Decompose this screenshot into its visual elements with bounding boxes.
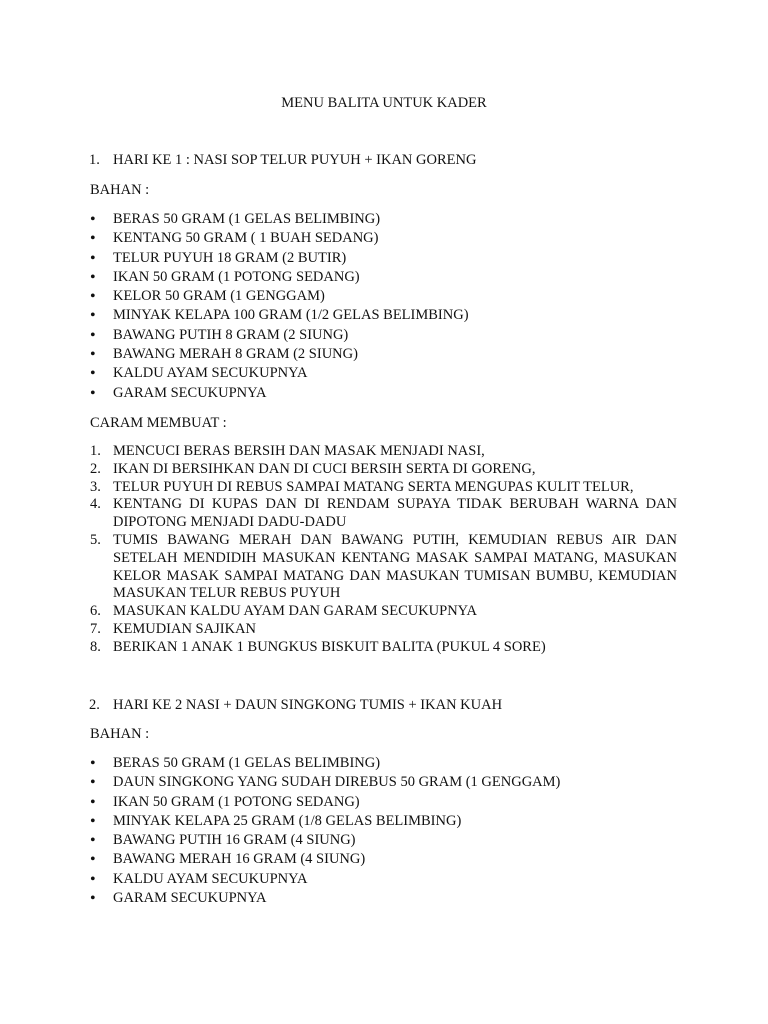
list-item: • BERAS 50 GRAM (1 GELAS BELIMBING) xyxy=(90,755,381,772)
bullet-icon: • xyxy=(90,793,96,811)
bullet-icon: • xyxy=(90,384,96,402)
day-2-ingredients-label: BAHAN : xyxy=(90,726,150,742)
list-item: • MINYAK KELAPA 100 GRAM (1/2 GELAS BELIMBING) xyxy=(90,307,469,325)
day-1-steps-label: CARAM MEMBUAT : xyxy=(90,415,227,431)
day-2-ingredients-list xyxy=(90,754,677,908)
list-item: • IKAN 50 GRAM (1 POTONG SEDANG) xyxy=(90,268,360,286)
list-item: • KELOR 50 GRAM (1 GENGGAM) xyxy=(90,288,325,306)
list-item: • BERAS 50 GRAM (1 GELAS BELIMBING) xyxy=(90,211,381,228)
list-item: • GARAM SECUKUPNYA xyxy=(90,384,267,402)
bullet-icon: • xyxy=(90,832,96,850)
list-item: • KENTANG 50 GRAM ( 1 BUAH SEDANG) xyxy=(90,230,379,248)
list-item: 5. TUMIS BAWANG MERAH DAN BAWANG PUTIH, KEMUDIAN REBUS AIR DAN SETELAH MENDIDIH MASUKAN KENTANG MASAK SAMPAI MATANG, MASUKAN KELOR MASAK SAMPAI MATANG DAN MASUKAN TUMISAN BUMBU, KEMUDIAN MASUKAN TELUR REBUS PUYUH xyxy=(90,531,677,602)
list-item: 1. MENCUCI BERAS BERSIH DAN MASAK MENJADI NASI, xyxy=(90,443,485,459)
day-1-steps-list xyxy=(90,443,677,657)
bullet-icon: • xyxy=(90,249,96,267)
list-item: 6. MASUKAN KALDU AYAM DAN GARAM SECUKUPNYA xyxy=(90,603,478,620)
bullet-icon: • xyxy=(90,230,96,248)
day-1-heading xyxy=(89,151,477,169)
bullet-icon: • xyxy=(90,211,96,228)
step-number: 1. xyxy=(90,443,101,459)
bullet-icon: • xyxy=(90,755,96,772)
list-item: • BAWANG MERAH 8 GRAM (2 SIUNG) xyxy=(90,346,358,364)
list-item: 3. TELUR PUYUH DI REBUS SAMPAI MATANG SERTA MENGUPAS KULIT TELUR, xyxy=(90,478,634,495)
list-item: • GARAM SECUKUPNYA xyxy=(90,890,267,908)
day-1-ingredients-label: BAHAN : xyxy=(90,182,150,198)
bullet-icon: • xyxy=(90,774,96,792)
list-item: • BAWANG MERAH 16 GRAM (4 SIUNG) xyxy=(90,851,366,869)
step-number: 8. xyxy=(90,638,101,655)
bullet-icon: • xyxy=(90,307,96,325)
day-2-heading-text: HARI KE 2 NASI + DAUN SINGKONG TUMIS + IKAN KUAH xyxy=(113,697,503,713)
list-item: • DAUN SINGKONG YANG SUDAH DIREBUS 50 GRAM (1 GENGGAM) xyxy=(90,774,561,792)
bullet-icon: • xyxy=(90,812,96,830)
step-number: 2. xyxy=(90,460,101,477)
step-number: 3. xyxy=(90,478,101,495)
step-number: 7. xyxy=(90,620,101,637)
list-item: • TELUR PUYUH 18 GRAM (2 BUTIR) xyxy=(90,249,347,267)
bullet-icon: • xyxy=(90,288,96,306)
bullet-icon: • xyxy=(90,851,96,869)
list-item: 4. KENTANG DI KUPAS DAN DI RENDAM SUPAYA TIDAK BERUBAH WARNA DAN DIPOTONG MENJADI DADU-DADU xyxy=(90,496,677,531)
list-item: • KALDU AYAM SECUKUPNYA xyxy=(90,870,308,888)
bullet-icon: • xyxy=(90,268,96,286)
document-title: MENU BALITA UNTUK KADER xyxy=(281,95,487,111)
day-1-number: 1. xyxy=(89,152,100,168)
bullet-icon: • xyxy=(90,870,96,888)
day-1-ingredients-list xyxy=(90,210,677,403)
list-item: 2. IKAN DI BERSIHKAN DAN DI CUCI BERSIH SERTA DI GORENG, xyxy=(90,460,536,477)
list-item: 8. BERIKAN 1 ANAK 1 BUNGKUS BISKUIT BALITA (PUKUL 4 SORE) xyxy=(90,638,546,655)
list-item: • BAWANG PUTIH 8 GRAM (2 SIUNG) xyxy=(90,326,349,344)
bullet-icon: • xyxy=(90,346,96,364)
bullet-icon: • xyxy=(90,890,96,908)
step-number: 4. xyxy=(90,496,101,513)
step-number: 6. xyxy=(90,603,101,620)
step-number: 5. xyxy=(90,531,101,548)
list-item: • BAWANG PUTIH 16 GRAM (4 SIUNG) xyxy=(90,832,356,850)
list-item: • MINYAK KELAPA 25 GRAM (1/8 GELAS BELIMBING) xyxy=(90,812,462,830)
day-2-number: 2. xyxy=(89,697,100,713)
bullet-icon: • xyxy=(90,365,96,383)
day-2-heading xyxy=(89,696,503,714)
day-1-heading-text: HARI KE 1 : NASI SOP TELUR PUYUH + IKAN GORENG xyxy=(113,152,477,168)
bullet-icon: • xyxy=(90,326,96,344)
list-item: • IKAN 50 GRAM (1 POTONG SEDANG) xyxy=(90,793,360,811)
list-item: • KALDU AYAM SECUKUPNYA xyxy=(90,365,308,383)
list-item: 7. KEMUDIAN SAJIKAN xyxy=(90,620,256,637)
